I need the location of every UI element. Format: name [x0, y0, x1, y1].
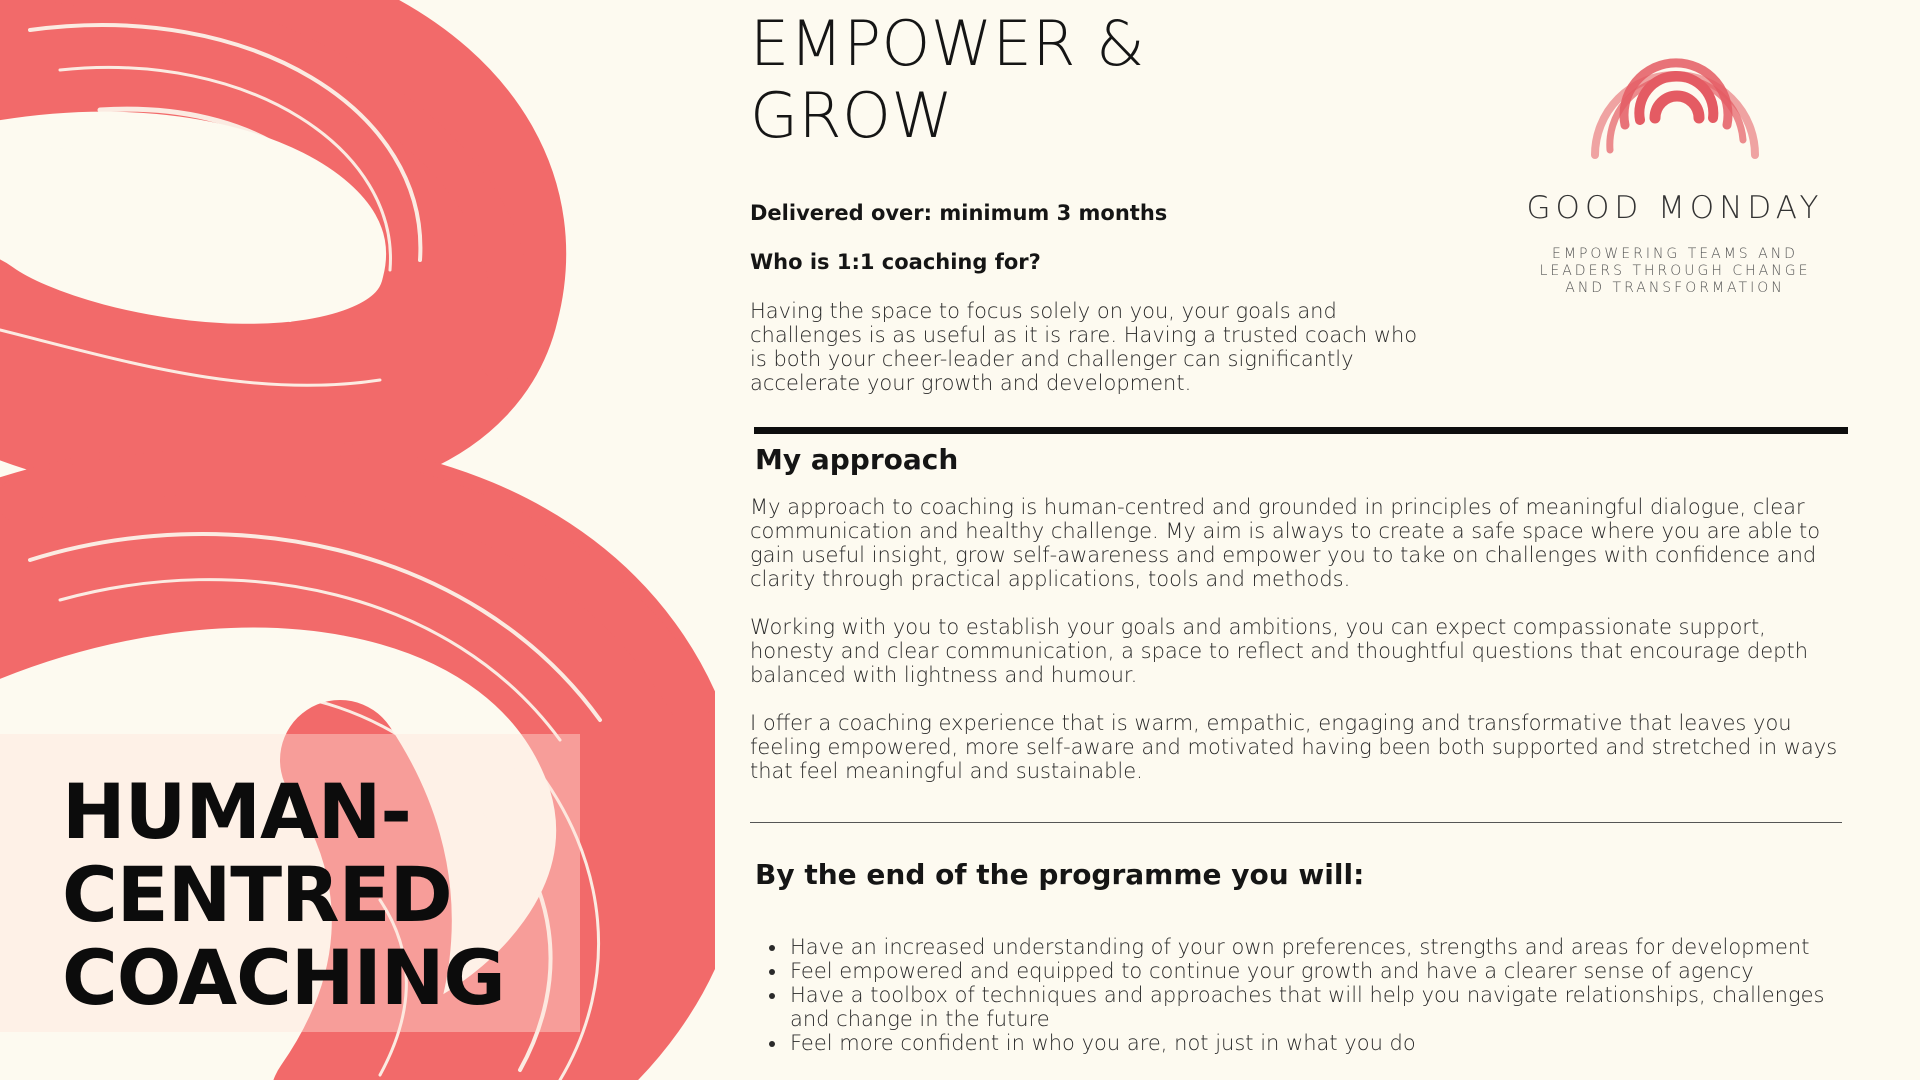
approach-heading: My approach	[755, 443, 959, 476]
logo-tagline-line: LEADERS THROUGH CHANGE	[1539, 263, 1811, 279]
logo-tagline	[1525, 246, 1825, 297]
section-divider	[754, 427, 1848, 434]
outcomes-list	[750, 935, 1868, 1055]
approach-paragraph: Working with you to establish your goals and ambitions, you can expect compassionate support, honesty and clear communication, a space to reflect and thoughtful questions that encourage depth balanced with lightness and humour.	[750, 615, 1809, 687]
page-title-line: EMPOWER &	[750, 7, 1145, 80]
outcome-item: • Feel empowered and equipped to continue your growth and have a clearer sense of agency	[788, 959, 1868, 983]
page-title	[750, 8, 1145, 152]
outcome-item: • Feel more confident in who you are, not just in what you do	[788, 1031, 1868, 1055]
approach-paragraph: I offer a coaching experience that is warm, empathic, engaging and transformative that leaves you feeling empowered, more self-aware and motivated having been both supported and stretched in ways that feel meaningful and sustainable.	[750, 711, 1838, 783]
delivery-duration: Delivered over: minimum 3 months	[750, 201, 1168, 225]
rainbow-arc-icon	[1565, 0, 1785, 180]
hero-title-line: HUMAN-	[62, 767, 411, 856]
outcome-item: • Have an increased understanding of your own preferences, strengths and areas for development	[788, 935, 1868, 959]
hero-title-line: COACHING	[62, 933, 505, 1022]
logo-tagline-line: AND TRANSFORMATION	[1565, 280, 1785, 296]
audience-description: Having the space to focus solely on you, your goals and challenges is as useful as it is rare. Having a trusted coach who is both your cheer-leader and challenger can significantly accelerate your growth and development.	[750, 299, 1418, 395]
hero-title-line: CENTRED	[62, 850, 452, 939]
page-title-line: GROW	[750, 79, 954, 152]
outcomes-heading: By the end of the programme you will:	[755, 858, 1365, 891]
approach-paragraph: My approach to coaching is human-centred and grounded in principles of meaningful dialogue, clear communication and healthy challenge. My aim is always to create a safe space where you are able to gain useful insight, grow self-awareness and empower you to take on challenges with confidence and clarity through practical applications, tools and methods.	[750, 495, 1821, 591]
logo-name: GOOD MONDAY	[1526, 190, 1824, 226]
audience-heading: Who is 1:1 coaching for?	[750, 250, 1041, 274]
logo-tagline-line: EMPOWERING TEAMS AND	[1552, 246, 1798, 262]
outcome-item: • Have a toolbox of techniques and approaches that will help you navigate relationships, challenges and change in the future	[788, 983, 1868, 1031]
hero-title	[62, 767, 505, 1022]
good-monday-logo	[1510, 0, 1840, 300]
outcomes-divider	[750, 822, 1842, 823]
